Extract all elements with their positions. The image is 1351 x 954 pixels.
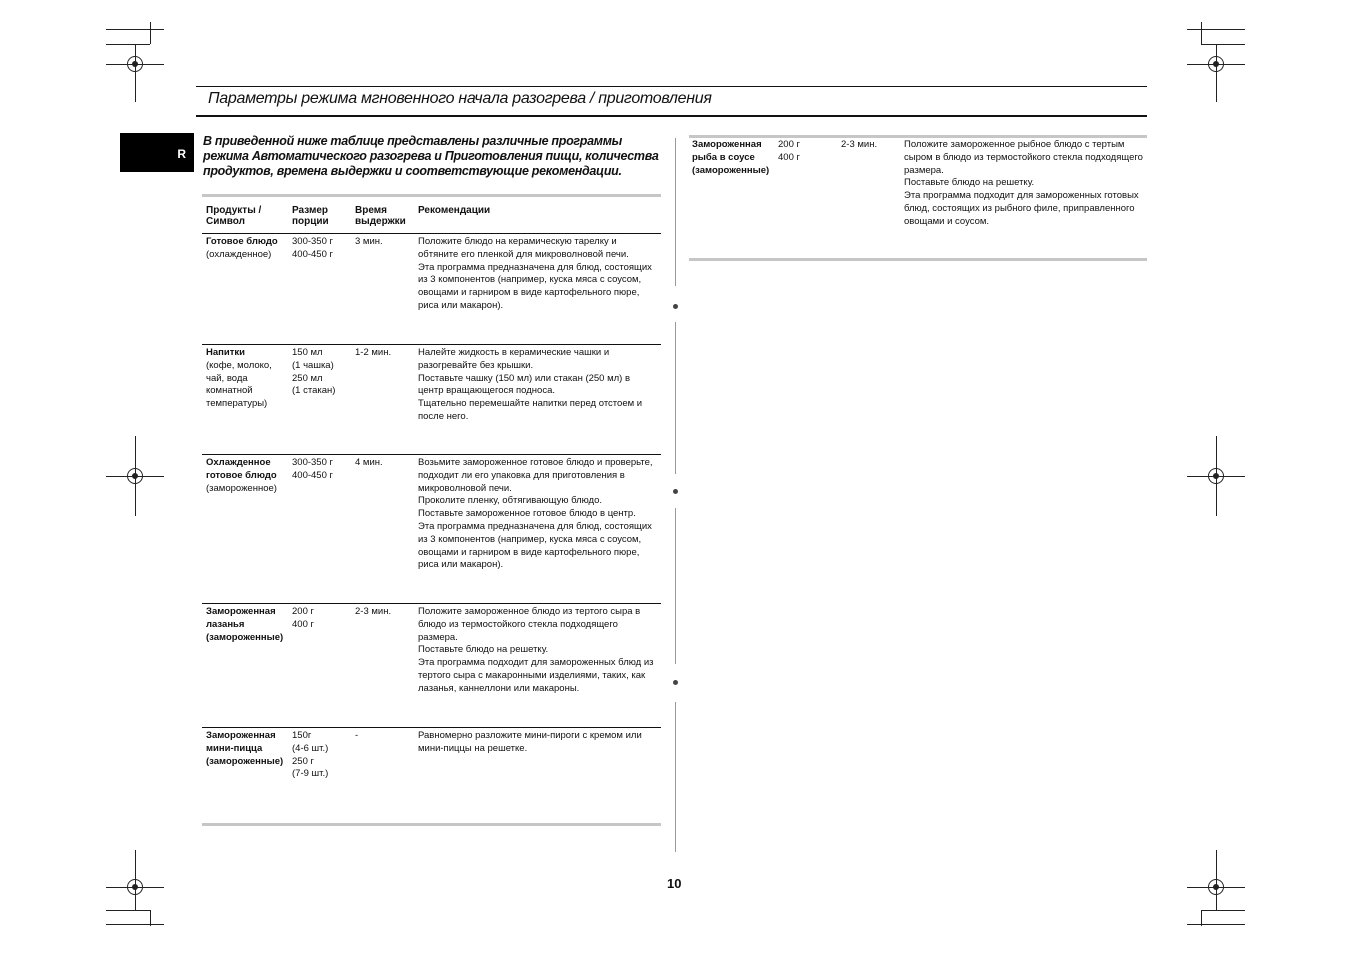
table-row (202, 345, 661, 453)
intro-text: В приведенной ниже таблице представлены различные программы режима Автоматического разогрева и Приготовления пищи, количества продуктов, времена выдержки и соответствующие рекомендации. (203, 134, 659, 178)
portion-cell: 300-350 г 400-450 г (292, 236, 333, 260)
table-row (202, 604, 661, 726)
header-portion: Размер порции (292, 205, 329, 227)
table-bottom-rule (202, 823, 661, 826)
page-number: 10 (667, 876, 682, 891)
product-name: Готовое блюдо (206, 236, 278, 247)
header-recommendations: Рекомендации (418, 205, 491, 216)
page-title: Параметры режима мгновенного начала разогрева / приготовления (208, 90, 712, 107)
recommendation-cell: Возьмите замороженное готовое блюдо и проверьте, подходит ли его упаковка для приготовления в микроволновой печи. Проколите пленку, обтягивающую блюдо. Поставьте замороженное готовое блюдо в центр. Эта программа предназначена для блюд, состоящих из 3 компонентов (например, куска мяса с соусом, овощами и гарниром в виде картофельного пюре, риса или макарон). (418, 457, 653, 571)
product-name: Напитки (206, 347, 245, 358)
product-note: (замороженное) (206, 482, 277, 494)
product-name: Замороженная лазанья (замороженные) (206, 606, 284, 643)
product-name: Охлажденное готовое блюдо (206, 457, 277, 481)
registration-target-icon (1187, 850, 1245, 910)
recommendation-cell: Положите блюдо на керамическую тарелку и обтяните его пленкой для микроволновой печи. Эта программа предназначена для блюд, состоящих из 3 компонентов (например, куска мяса с соусом, овощами и гарниром в виде картофельного пюре, риса или макарон). (418, 236, 652, 311)
title-bottom-rule (196, 115, 1147, 117)
table-row (202, 728, 661, 818)
time-cell: 4 мин. (355, 457, 383, 468)
product-name: Замороженная мини-пицца (замороженные) (206, 730, 284, 767)
table-row (202, 234, 661, 344)
header-time: Время выдержки (355, 205, 406, 227)
portion-cell: 200 г 400 г (292, 606, 314, 630)
recommendation-cell: Положите замороженное рыбное блюдо с тертым сыром в блюдо из термостойкого стекла подходящего размера. Поставьте блюдо на решетку. Эта программа подходит для замороженных готовых блюд, состоящих из рыбного филе, приправленного овощами и соусом. (904, 139, 1143, 227)
time-cell: - (355, 730, 359, 741)
portion-cell: 150 мл (1 чашка) 250 мл (1 стакан) (292, 347, 336, 397)
title-top-rule (196, 86, 1147, 87)
column-divider (675, 508, 676, 664)
column-divider (675, 702, 676, 852)
table-row (689, 138, 1147, 254)
column-divider (675, 322, 676, 474)
time-cell: 2-3 мин. (841, 139, 878, 150)
portion-cell: 150г (4-6 шт.) 250 г (7-9 шт.) (292, 730, 329, 780)
table-top-rule (202, 194, 661, 197)
header-product: Продукты / Символ (206, 205, 262, 227)
table-row (202, 455, 661, 603)
product-note: (кофе, молоко, чай, вода комнатной температуры) (206, 359, 272, 410)
continued-table-bottom-rule (689, 258, 1147, 261)
time-cell: 2-3 мин. (355, 606, 392, 617)
registration-target-icon (106, 44, 164, 102)
portion-cell: 200 г 400 г (778, 139, 800, 163)
column-divider (675, 138, 676, 286)
registration-target-icon (106, 850, 164, 910)
registration-target-icon (1187, 436, 1245, 516)
divider-dot (673, 489, 678, 494)
recommendation-cell: Равномерно разложите мини-пироги с кремом или мини-пиццы на решетке. (418, 730, 642, 754)
product-name: Замороженная рыба в соусе (замороженные) (692, 139, 770, 176)
language-tab (120, 133, 194, 172)
language-tab-label: R (177, 147, 186, 161)
recommendation-cell: Положите замороженное блюдо из тертого сыра в блюдо из термостойкого стекла подходящего размера. Поставьте блюдо на решетку. Эта программа подходит для замороженных блюд из тертого сыра с макаронными изделиями, таких, как лазанья, каннеллони или макароны. (418, 606, 654, 694)
product-note: (охлажденное) (206, 248, 272, 260)
recommendation-cell: Налейте жидкость в керамические чашки и разогревайте без крышки. Поставьте чашку (150 мл) или стакан (250 мл) в центр вращающегося подноса. Тщательно перемешайте напитки перед отстоем и после него. (418, 347, 643, 422)
registration-target-icon (1187, 44, 1245, 102)
divider-dot (673, 680, 678, 685)
portion-cell: 300-350 г 400-450 г (292, 457, 333, 481)
time-cell: 1-2 мин. (355, 347, 392, 358)
registration-target-icon (106, 436, 164, 516)
divider-dot (673, 304, 678, 309)
time-cell: 3 мин. (355, 236, 383, 247)
